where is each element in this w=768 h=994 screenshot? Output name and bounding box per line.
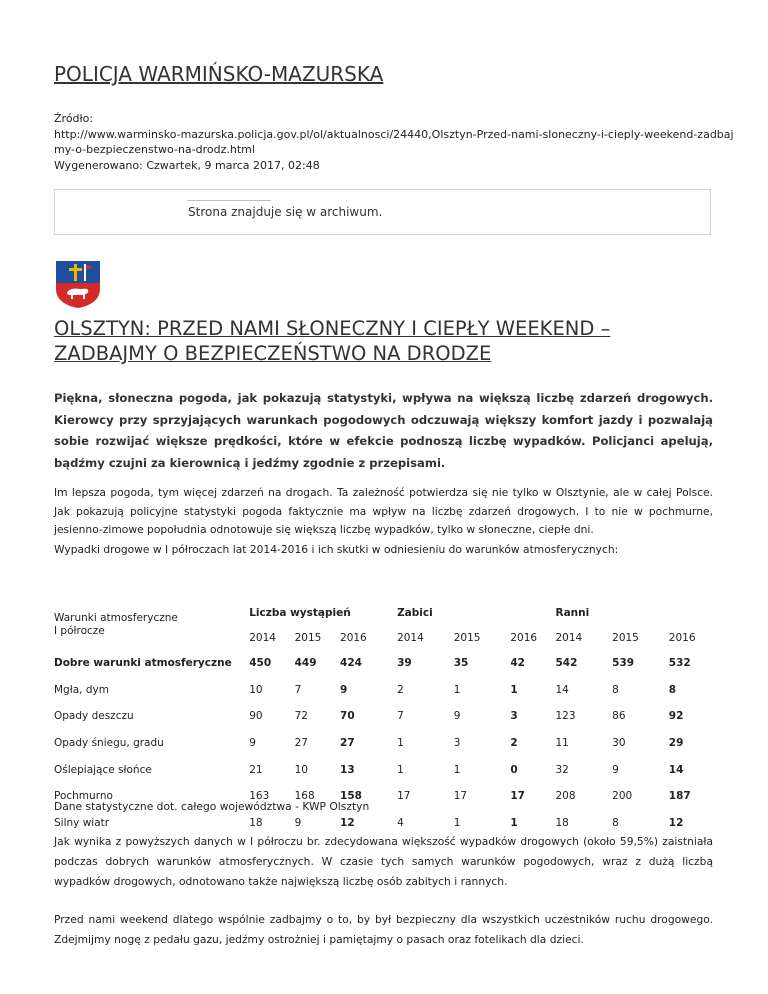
cell: 14 [668,763,684,776]
source-label: Źródło: [54,112,94,125]
cell: 9 [612,763,619,776]
cell: 70 [340,710,355,723]
cell: 18 [249,816,263,829]
year-header: 2014 [397,631,424,644]
table-row [54,756,714,783]
cell: 532 [668,657,691,670]
group-header: Liczba wystąpień [249,606,351,619]
cell: 27 [340,737,355,750]
cell: 17 [510,790,525,803]
year-header: 2014 [555,631,583,644]
cell: 450 [249,657,272,670]
cell: 9 [453,710,461,723]
data-source-note: Dane statystyczne dot. całego województwa - KWP Olsztyn [54,800,370,813]
cell: 3 [453,737,461,750]
cell: 3 [510,710,518,723]
label-line1: Warunki atmosferyczne [54,612,178,624]
cell: 10 [294,763,308,776]
cell: 163 [249,790,270,803]
cell: 168 [294,790,315,803]
group-header: Ranni [555,606,590,619]
cell: 7 [397,710,404,723]
cell: 32 [555,763,569,776]
cell: 1 [453,763,461,776]
cell: 0 [510,763,518,776]
cell: 14 [555,683,569,696]
source-info [54,111,734,173]
cell: 9 [340,683,348,696]
cell: 11 [555,737,569,750]
cell: 449 [294,657,317,670]
cell: 72 [294,710,308,723]
source-url-line2: my-o-bezpieczenstwo-na-drodz.html [54,143,255,156]
group-header: Zabici [397,606,433,619]
cell: 542 [555,657,578,670]
cell: 8 [612,816,619,829]
cell: 208 [555,790,576,803]
cell: 42 [510,657,525,670]
cell: 8 [612,683,619,696]
crest-cross-stem [74,264,77,281]
cell: 9 [294,816,302,829]
cell: 7 [294,683,302,696]
source-url-line1: http://www.warminsko-mazurska.policja.gov.pl/ol/aktualnosci/24440,Olsztyn-Przed-nami-sloneczny-i-cieply-weekend-zadbaj [54,127,734,141]
article-paragraph: Im lepsza pogoda, tym więcej zdarzeń na drogach. Ta zależność potwierdza się nie tylko w Olsztynie, ale w całej Polsce. Jak pokazują policyjne statystyki pogoda faktycznie ma wpływ na liczbę zdarzeń drogowych. I to nie w pochmurne, jesienno-zimowe popołudnia odnotowuje się większą liczbę wypadków, tylko w słoneczne, ciepłe dni. [54,486,713,537]
row-label: Silny wiatr [54,816,110,829]
cell: 4 [397,816,404,829]
archive-notice [54,189,711,235]
cell: 92 [668,710,684,723]
cell: 2 [510,737,518,750]
cell: 18 [555,816,569,829]
year-header: 2016 [340,631,367,644]
crest-cross-bar [69,268,82,271]
row-label: Opady deszczu [54,710,134,723]
article-paragraph: Przed nami weekend dlatego wspólnie zadbajmy o to, by był bezpieczny dla wszystkich uczestników ruchu drogowego. Zdejmijmy nogę z pedału gazu, jedźmy ostrożniej i pamiętajmy o pasach oraz fotelikach dla dzieci. [54,913,713,946]
crest-staff [84,264,86,281]
cell: 1 [397,763,404,776]
cell: 424 [340,657,362,670]
cell: 1 [510,816,518,829]
cell: 86 [612,710,626,723]
cell: 200 [612,790,633,803]
row-label: Opady śniegu, gradu [54,737,164,750]
archive-divider [187,200,271,201]
cell: 13 [340,763,355,776]
cell: 1 [453,683,461,696]
article-paragraph: Jak wynika z powyższych danych w I półroczu br. zdecydowana większość wypadków drogowych (około 59,5%) zaistniała podczas dobrych warunków atmosferycznych. W czasie tych samych warunków pogodowych, wraz z dużą liczbą wypadków drogowych, odnotowano także największą liczbę osób zabitych i rannych. [54,835,713,888]
cell: 8 [668,683,677,696]
cell: 1 [397,737,404,750]
cell: 39 [397,657,412,670]
article-lead: Piękna, słoneczna pogoda, jak pokazują statystyki, wpływa na większą liczbę zdarzeń drogowych. Kierowcy przy sprzyjających warunkach pogodowych odczuwają większy komfort jazdy i pozwalają sobie rozwijać większe prędkości, które w efekcie podnoszą liczbę wypadków. Policjanci apelują, bądźmy czujni za kierownicą i jedźmy zgodnie z przepisami. [54,391,713,470]
cell: 27 [294,737,308,750]
table-row [54,650,714,677]
row-label: Pochmurno [54,790,113,803]
row-label: Oślepiające słońce [54,763,152,776]
year-header: 2016 [510,631,538,644]
archive-message: Strona znajduje się w archiwum. [188,205,383,219]
year-header: 2015 [612,631,639,644]
cell: 12 [668,816,684,829]
coat-of-arms-icon [54,259,102,309]
cell: 10 [249,683,263,696]
cell: 539 [612,657,635,670]
cell: 21 [249,763,263,776]
year-header: 2015 [453,631,481,644]
crest-bottom [56,283,100,308]
year-header: 2014 [249,631,276,644]
year-header: 2015 [294,631,322,644]
cell: 17 [397,790,411,803]
cell: 9 [249,737,256,750]
cell: 158 [340,790,362,803]
table-caption: Wypadki drogowe w I półroczach lat 2014-2016 i ich skutki w odniesieniu do warunków atmosferycznych: [54,543,619,556]
cell: 187 [668,790,691,803]
label-line2: I półrocze [54,625,105,637]
cell: 2 [397,683,404,696]
table-corner-label [54,600,249,650]
cell: 29 [668,737,684,750]
cell: 123 [555,710,576,723]
article-title: OLSZTYN: PRZED NAMI SŁONECZNY I CIEPŁY WEEKEND – ZADBAJMY O BEZPIECZEŃSTWO NA DRODZE [54,317,611,365]
cell: 30 [612,737,626,750]
cell: 17 [453,790,468,803]
cell: 35 [453,657,469,670]
table-header-groups [54,600,714,625]
table-row [54,730,714,757]
site-title[interactable]: POLICJA WARMIŃSKO-MAZURSKA [54,62,384,86]
crest-top [56,261,100,283]
cell: 1 [453,816,461,829]
row-label: Dobre warunki atmosferyczne [54,657,232,670]
cell: 90 [249,710,263,723]
cell: 12 [340,816,355,829]
row-label: Mgła, dym [54,683,109,696]
year-header: 2016 [668,631,696,644]
cell: 1 [510,683,518,696]
table-row [54,677,714,704]
table-row [54,703,714,730]
generated-date: Wygenerowano: Czwartek, 9 marca 2017, 02:48 [54,158,320,172]
